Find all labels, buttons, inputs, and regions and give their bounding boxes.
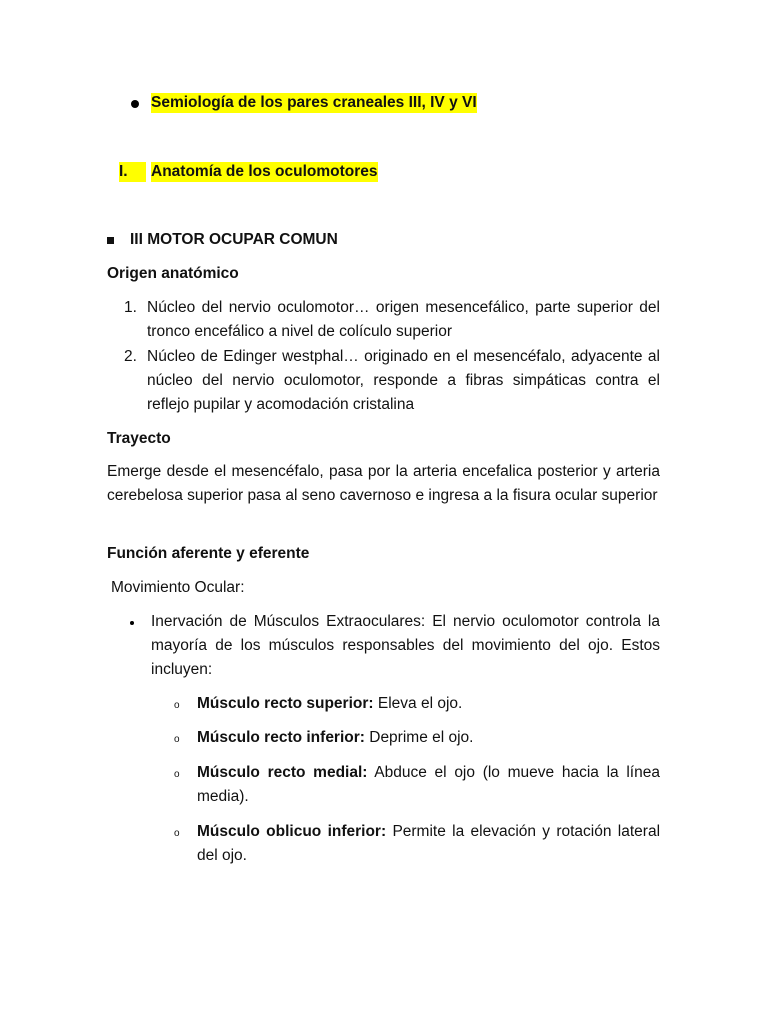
bullet-dot-icon	[131, 100, 139, 108]
muscle-description: Deprime el ojo.	[364, 729, 474, 746]
section-heading-text: Anatomía de los oculomotores	[151, 163, 378, 180]
square-bullet-icon	[107, 237, 114, 244]
muscle-description: Abduce el ojo (lo mueve hacia la línea media).	[197, 764, 660, 805]
list-item-origen-2: Núcleo de Edinger westphal… originado en el mesencéfalo, adyacente al núcleo del nervio oculomotor, responde a fibras simpáticas contra el reflejo pupilar y acomodación cristalina	[147, 348, 660, 413]
list-number: 2.	[124, 348, 137, 365]
list-item-muscle	[197, 761, 660, 809]
document-heading	[151, 93, 477, 113]
funcion-subtitle: Movimiento Ocular:	[111, 579, 245, 596]
list-item-inervacion: Inervación de Músculos Extraoculares: El nervio oculomotor controla la mayoría de los músculos responsables del movimiento del ojo. Estos incluyen:	[151, 613, 660, 678]
heading-text: Semiología de los pares craneales III, IV y VI	[151, 94, 477, 111]
funcion-title: Función aferente y eferente	[107, 545, 310, 562]
trayecto-paragraph: Emerge desde el mesencéfalo, pasa por la arteria encefalica posterior y arteria cerebelosa superior pasa al seno cavernoso e ingresa a la fisura ocular superior	[107, 463, 660, 504]
list-item-muscle	[197, 820, 660, 868]
circle-bullet-icon: o	[174, 828, 180, 839]
list-item-muscle	[197, 692, 660, 716]
list-item-muscle	[197, 726, 660, 750]
circle-bullet-icon: o	[174, 769, 180, 780]
bullet-dot-icon	[130, 621, 134, 625]
circle-bullet-icon: o	[174, 734, 180, 745]
section-heading	[151, 162, 378, 182]
trayecto-title: Trayecto	[107, 430, 171, 447]
muscle-name: Músculo oblicuo inferior:	[197, 823, 387, 840]
muscle-description: Eleva el ojo.	[373, 695, 463, 712]
list-item-origen-1: Núcleo del nervio oculomotor… origen mesencefálico, parte superior del tronco encefálico a nivel de colículo superior	[147, 299, 660, 340]
section-number: I.	[119, 162, 146, 182]
section-marker	[119, 162, 146, 182]
origen-title: Origen anatómico	[107, 265, 239, 282]
subsection-heading: III MOTOR OCUPAR COMUN	[130, 231, 338, 248]
muscle-description: Permite la elevación y rotación lateral del ojo.	[197, 823, 661, 864]
circle-bullet-icon: o	[174, 700, 180, 711]
muscle-name: Músculo recto inferior:	[197, 729, 365, 746]
muscle-name: Músculo recto superior:	[197, 695, 374, 712]
list-number: 1.	[124, 299, 137, 316]
muscle-name: Músculo recto medial:	[197, 764, 368, 781]
